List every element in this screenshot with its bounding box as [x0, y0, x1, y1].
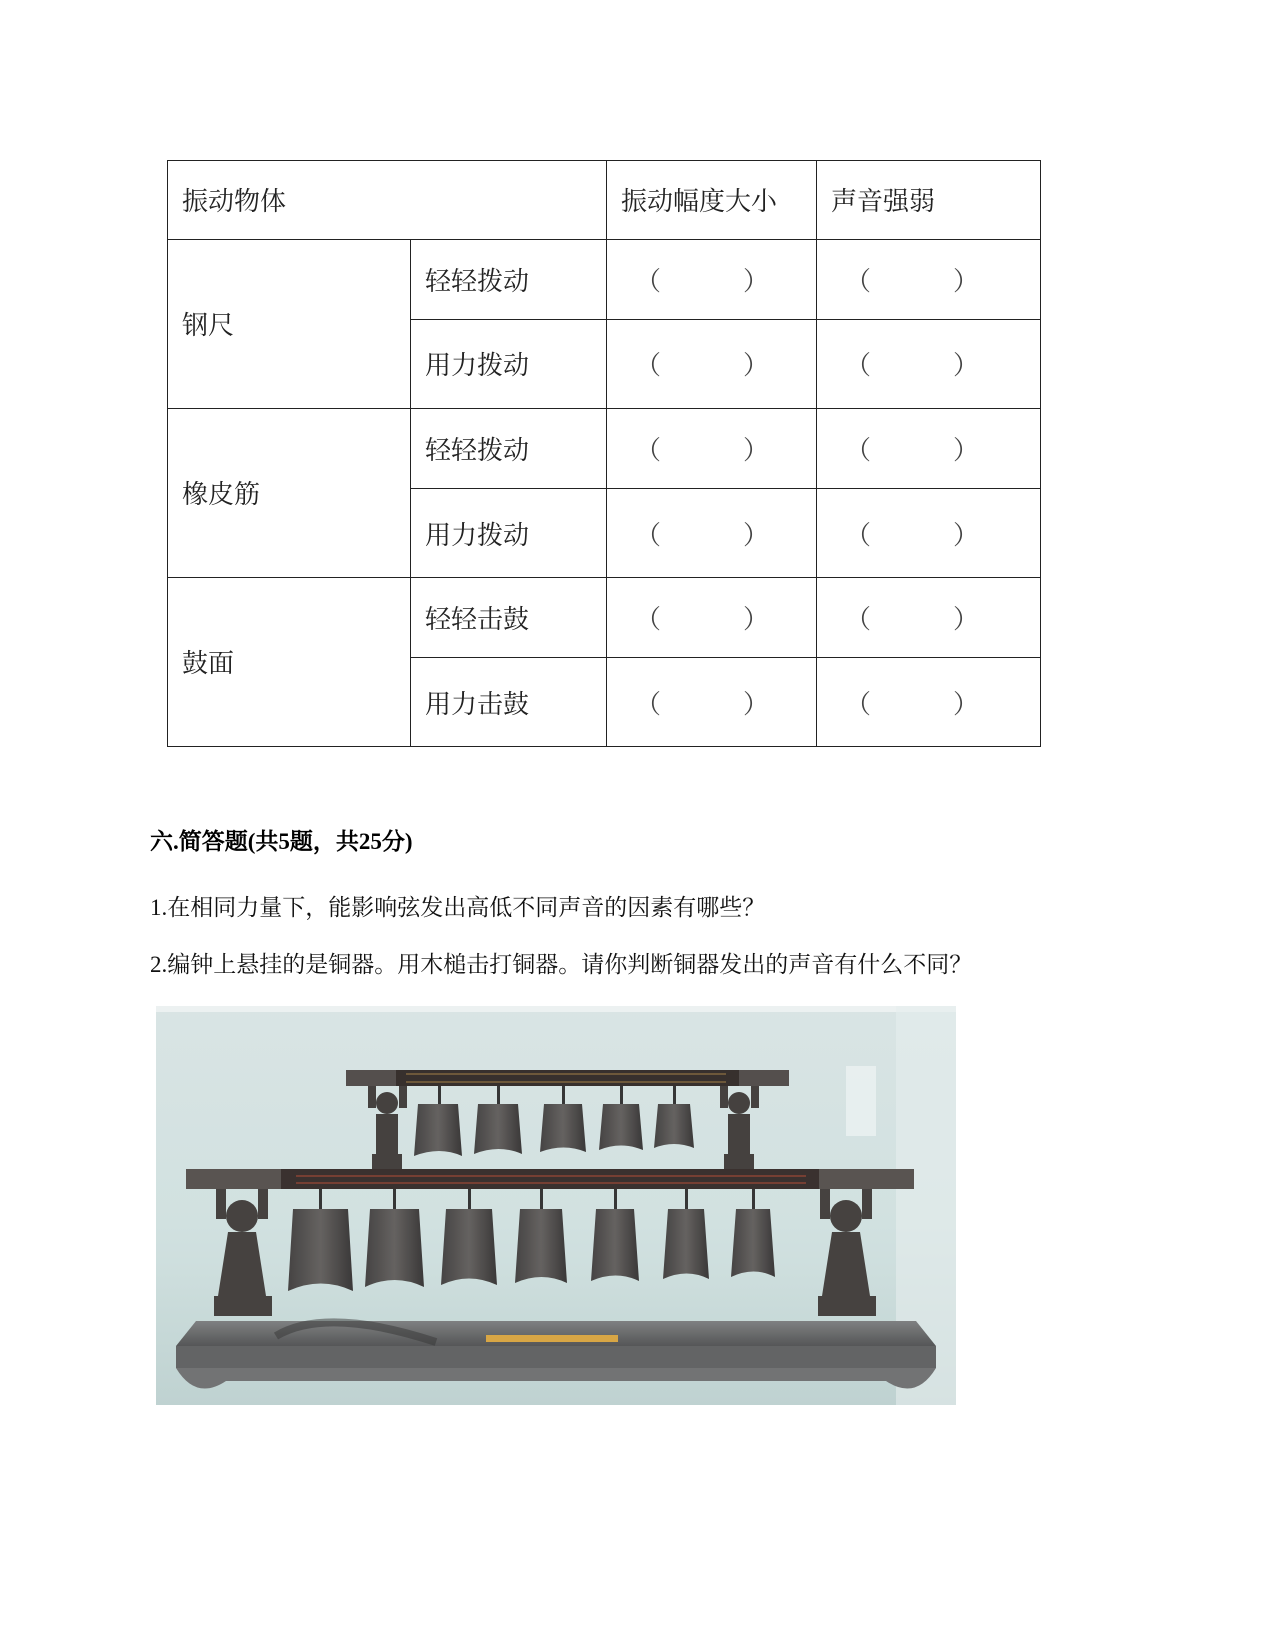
answer-blank-amplitude[interactable]: （ ） [607, 320, 817, 409]
table-row [168, 577, 1041, 658]
question-1: 1.在相同力量下，能影响弦发出高低不同声音的因素有哪些？ [150, 895, 766, 920]
action-label: 轻轻拨动 [411, 239, 607, 320]
table-row [168, 239, 1041, 320]
action-label: 用力拨动 [411, 320, 607, 409]
header-loudness: 声音强弱 [817, 161, 1041, 240]
answer-blank-amplitude[interactable]: （ ） [607, 489, 817, 578]
answer-blank-amplitude[interactable]: （ ） [607, 577, 817, 658]
action-label: 轻轻击鼓 [411, 577, 607, 658]
answer-blank-loudness[interactable]: （ ） [817, 408, 1041, 489]
header-amplitude: 振动幅度大小 [607, 161, 817, 240]
action-label: 用力拨动 [411, 489, 607, 578]
action-label: 轻轻拨动 [411, 408, 607, 489]
table-row [168, 408, 1041, 489]
experiment-table [167, 160, 1041, 747]
answer-blank-loudness[interactable]: （ ） [817, 320, 1041, 409]
question-2: 2.编钟上悬挂的是铜器。用木槌击打铜器。请你判断铜器发出的声音有什么不同？ [150, 952, 973, 977]
answer-blank-loudness[interactable]: （ ） [817, 239, 1041, 320]
header-object: 振动物体 [168, 161, 607, 240]
action-label: 用力击鼓 [411, 658, 607, 747]
answer-blank-amplitude[interactable]: （ ） [607, 658, 817, 747]
answer-blank-loudness[interactable]: （ ） [817, 658, 1041, 747]
object-name: 鼓面 [168, 577, 411, 746]
bianzhong-photo [156, 1006, 956, 1405]
section-title: 六.简答题(共5题，共25分) [150, 829, 413, 854]
answer-blank-amplitude[interactable]: （ ） [607, 408, 817, 489]
answer-blank-loudness[interactable]: （ ） [817, 577, 1041, 658]
object-name: 钢尺 [168, 239, 411, 408]
answer-blank-amplitude[interactable]: （ ） [607, 239, 817, 320]
table-header-row [168, 161, 1041, 240]
answer-blank-loudness[interactable]: （ ） [817, 489, 1041, 578]
object-name: 橡皮筋 [168, 408, 411, 577]
